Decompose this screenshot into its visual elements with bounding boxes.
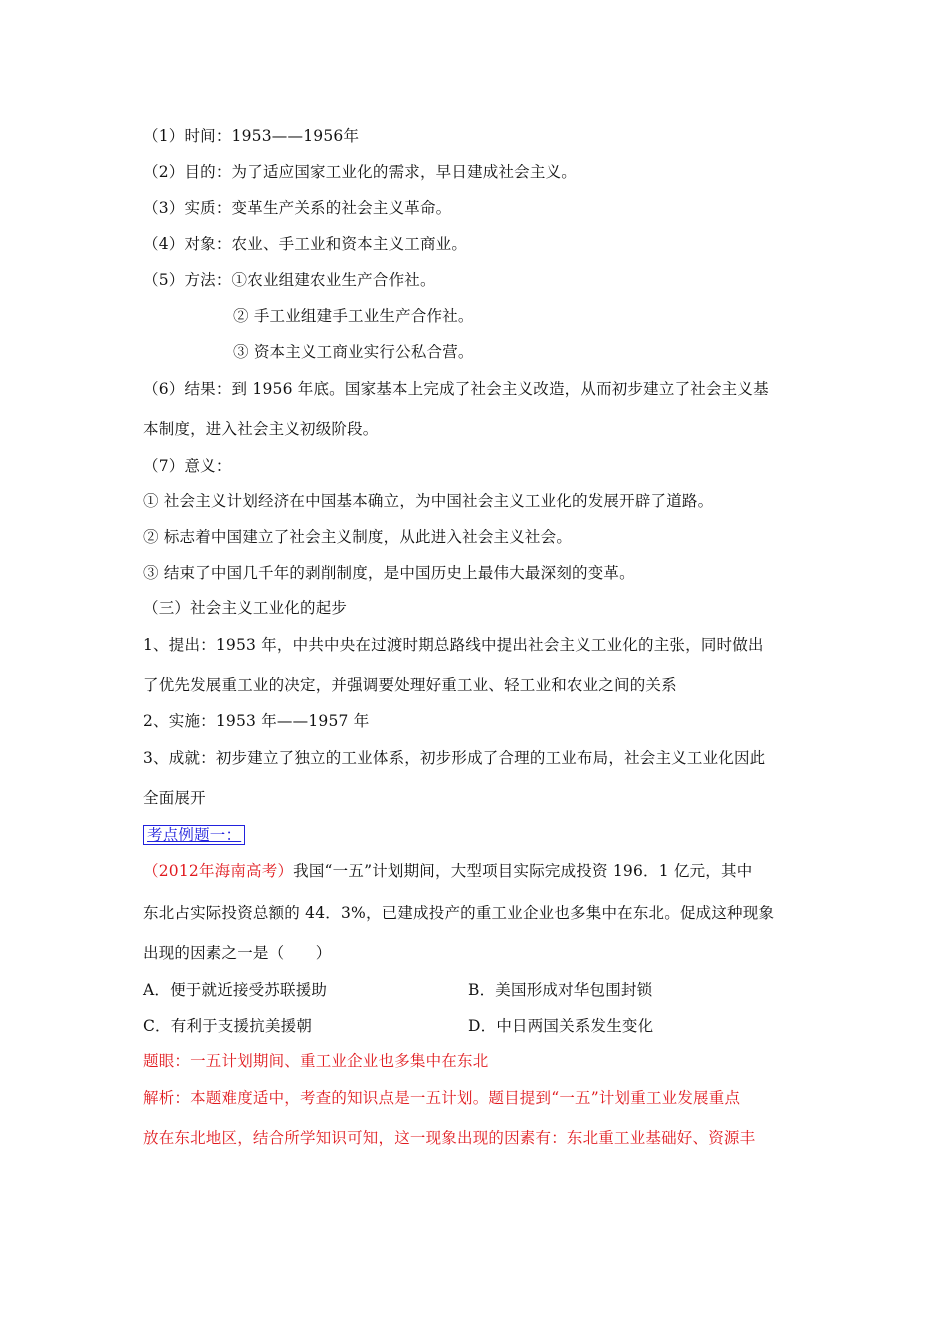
significance-heading: （7）意义： — [143, 457, 232, 475]
time-line: （1）时间：1953——1956年 — [143, 127, 360, 145]
analysis-line-1: 解析：本题难度适中，考查的知识点是一五计划。题目提到“一五”计划重工业发展重点 — [143, 1089, 741, 1107]
industrialization-heading: （三）社会主义工业化的起步 — [143, 599, 348, 617]
achievement-line-1: 3、成就：初步建立了独立的工业体系，初步形成了合理的工业布局，社会主义工业化因此 — [143, 749, 766, 767]
significance-item-2: ② 标志着中国建立了社会主义制度，从此进入社会主义社会。 — [143, 528, 573, 546]
option-d: D．中日两国关系发生变化 — [468, 1017, 654, 1035]
implementation-line: 2、实施：1953 年——1957 年 — [143, 712, 370, 730]
example-label-link[interactable]: 考点例题一： — [143, 825, 245, 845]
objects-line: （4）对象：农业、手工业和资本主义工商业。 — [143, 235, 468, 253]
question-text-1: 我国“一五”计划期间，大型项目实际完成投资 196．1 亿元，其中 — [293, 862, 753, 880]
method-line-3: ③ 资本主义工商业实行公私合营。 — [233, 343, 474, 361]
proposal-line-1: 1、提出：1953 年，中共中央在过渡时期总路线中提出社会主义工业化的主张，同时做出 — [143, 636, 764, 654]
significance-item-1: ① 社会主义计划经济在中国基本确立，为中国社会主义工业化的发展开辟了道路。 — [143, 492, 714, 510]
key-point-line: 题眼：一五计划期间、重工业企业也多集中在东北 — [143, 1052, 489, 1070]
method-line-1: （5）方法：①农业组建农业生产合作社。 — [143, 271, 436, 289]
result-line-1: （6）结果：到 1956 年底。国家基本上完成了社会主义改造，从而初步建立了社会主义基 — [143, 380, 769, 398]
option-c: C．有利于支援抗美援朝 — [143, 1017, 313, 1035]
question-source: （2012年海南高考） — [143, 862, 294, 880]
question-line-2: 东北占实际投资总额的 44．3%，已建成投产的重工业企业也多集中在东北。促成这种现象 — [143, 904, 775, 922]
achievement-line-2: 全面展开 — [143, 789, 206, 807]
significance-item-3: ③ 结束了中国几千年的剥削制度，是中国历史上最伟大最深刻的变革。 — [143, 564, 635, 582]
option-a: A．便于就近接受苏联援助 — [143, 981, 328, 999]
options-row-1 — [143, 980, 803, 1000]
options-row-2 — [143, 1016, 803, 1036]
proposal-line-2: 了优先发展重工业的决定，并强调要处理好重工业、轻工业和农业之间的关系 — [143, 676, 677, 694]
analysis-line-2: 放在东北地区，结合所学知识可知，这一现象出现的因素有：东北重工业基础好、资源丰 — [143, 1129, 756, 1147]
example-label-row — [143, 825, 245, 845]
question-line-1 — [143, 861, 752, 881]
method-line-2: ② 手工业组建手工业生产合作社。 — [233, 307, 474, 325]
option-b: B．美国形成对华包围封锁 — [468, 981, 653, 999]
purpose-line: （2）目的：为了适应国家工业化的需求，早日建成社会主义。 — [143, 163, 577, 181]
essence-line: （3）实质：变革生产关系的社会主义革命。 — [143, 199, 452, 217]
result-line-2: 本制度，进入社会主义初级阶段。 — [143, 420, 379, 438]
question-line-3: 出现的因素之一是（ ） — [143, 944, 332, 962]
